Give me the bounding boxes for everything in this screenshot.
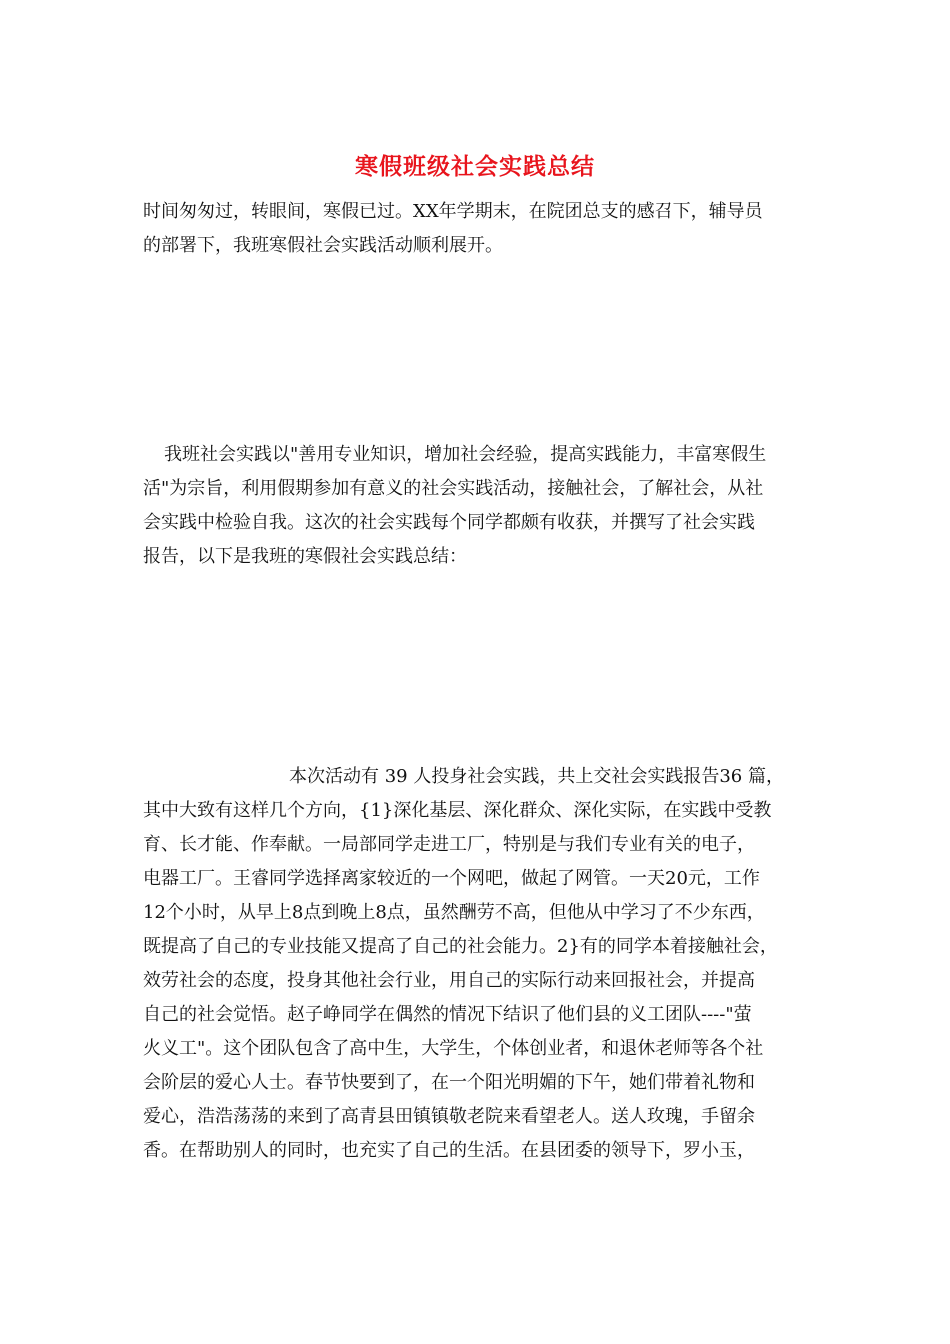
paragraph-purpose	[143, 438, 808, 574]
paragraph-line: 会实践中检验自我。这次的社会实践每个同学都颇有收获，并撰写了社会实践	[143, 512, 755, 533]
paragraph-line: 12个小时，从早上8点到晚上8点，虽然酬劳不高，但他从中学习了不少东西，	[143, 902, 765, 923]
paragraph-intro	[143, 195, 808, 263]
paragraph-line: 本次活动有 39 人投身社会实践，共上交社会实践报告36 篇，	[289, 766, 784, 787]
paragraph-line: 时间匆匆过，转眼间，寒假已过。XX年学期末，在院团总支的感召下，辅导员	[143, 201, 763, 222]
paragraph-line: 爱心，浩浩荡荡的来到了高青县田镇镇敬老院来看望老人。送人玫瑰，手留余	[143, 1106, 755, 1127]
paragraph-line: 其中大致有这样几个方向，{1}深化基层、深化群众、深化实际，在实践中受教	[143, 800, 772, 821]
document-title: 寒假班级社会实践总结	[355, 153, 595, 180]
paragraph-line: 活"为宗旨，利用假期参加有意义的社会实践活动，接触社会，了解社会，从社	[143, 478, 764, 499]
paragraph-line: 自己的社会觉悟。赵子峥同学在偶然的情况下结识了他们县的义工团队----"萤	[143, 1004, 752, 1025]
paragraph-line: 火义工"。这个团队包含了高中生，大学生，个体创业者，和退休老师等各个社	[143, 1038, 764, 1059]
paragraph-line: 会阶层的爱心人士。春节快要到了，在一个阳光明媚的下午，她们带着礼物和	[143, 1072, 755, 1093]
paragraph-line: 电器工厂。王睿同学选择离家较近的一个网吧，做起了网管。一天20元，工作	[143, 868, 760, 889]
paragraph-line: 育、长才能、作奉献。一局部同学走进工厂，特别是与我们专业有关的电子，	[143, 834, 755, 855]
paragraph-line: 的部署下，我班寒假社会实践活动顺利展开。	[143, 235, 503, 256]
paragraph-activities	[143, 760, 808, 1168]
paragraph-line: 我班社会实践以"善用专业知识，增加社会经验，提高实践能力，丰富寒假生	[164, 444, 767, 465]
paragraph-line: 效劳社会的态度，投身其他社会行业，用自己的实际行动来回报社会，并提高	[143, 970, 755, 991]
paragraph-line: 报告，以下是我班的寒假社会实践总结：	[143, 546, 467, 567]
paragraph-line: 香。在帮助别人的同时，也充实了自己的生活。在县团委的领导下，罗小玉，	[143, 1140, 755, 1161]
paragraph-line: 既提高了自己的专业技能又提高了自己的社会能力。2}有的同学本着接触社会，	[143, 936, 778, 957]
